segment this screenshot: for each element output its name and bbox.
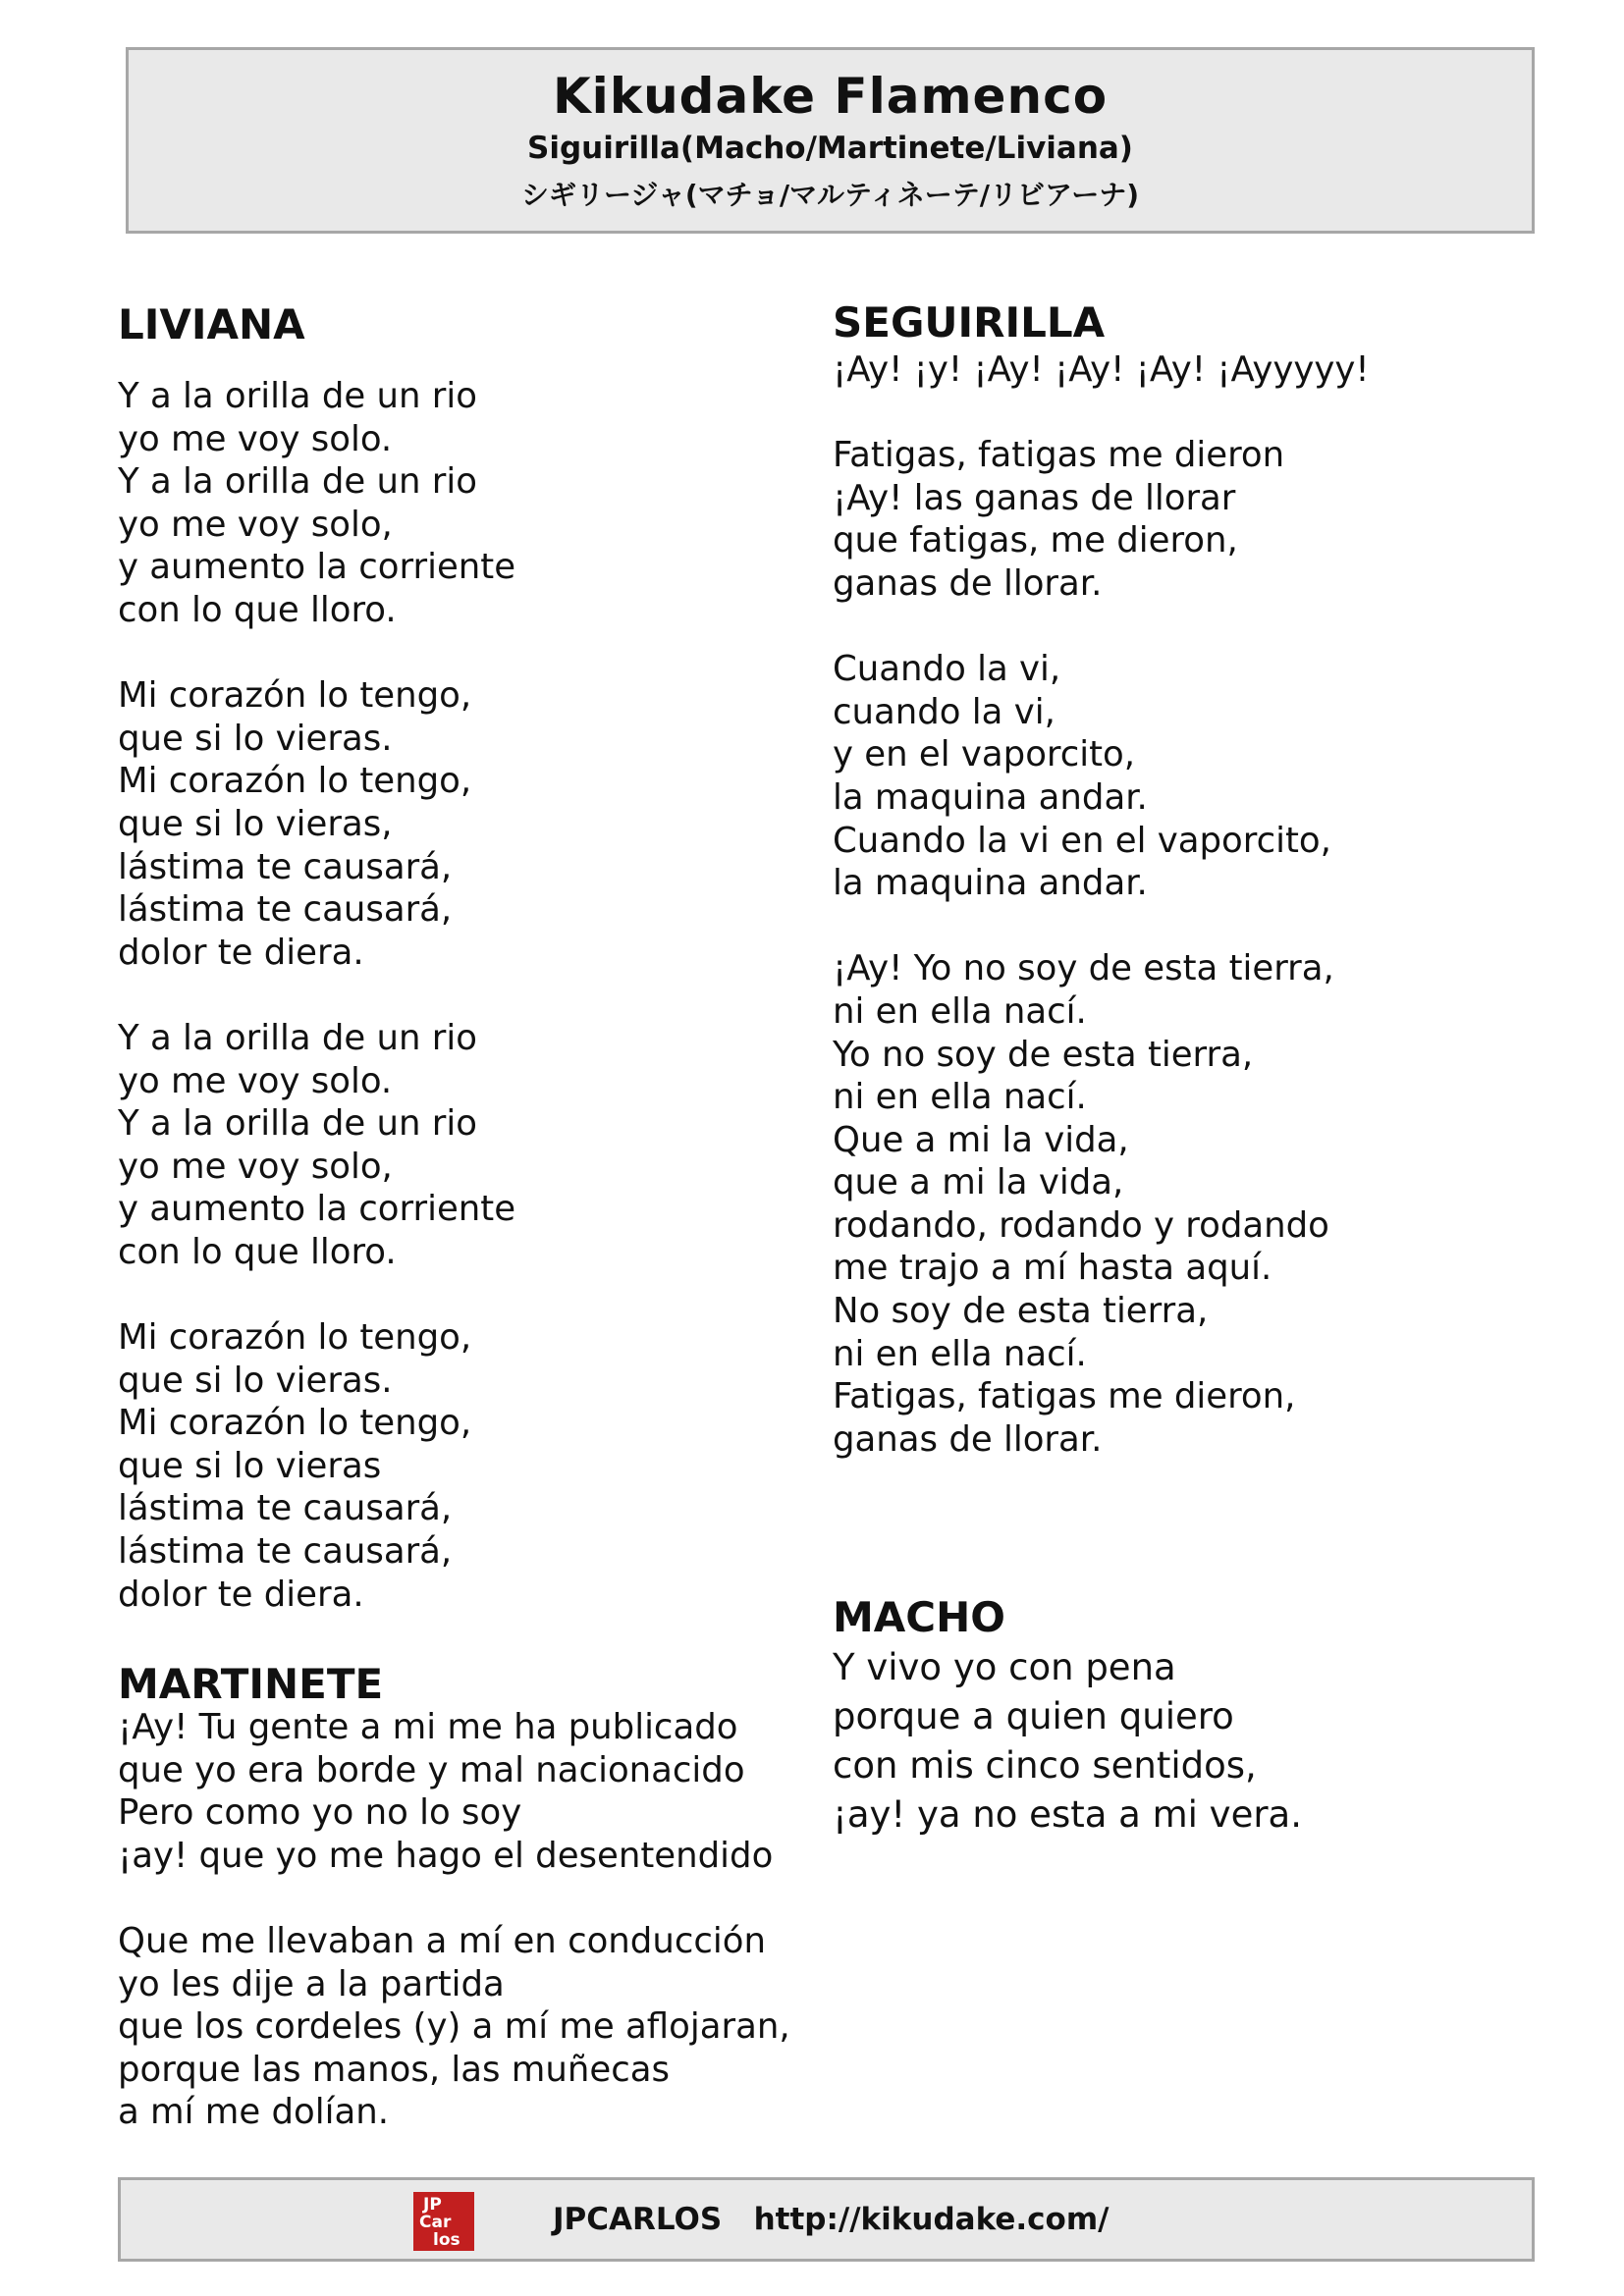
martinete-lyrics: [118, 1706, 790, 2134]
lyric-line: Mi corazón lo tengo,: [118, 675, 472, 717]
martinete-title: MARTINETE: [118, 1660, 384, 1708]
lyric-line: yo me voy solo.: [118, 418, 393, 459]
logo-mark-icon: [413, 2192, 474, 2251]
lyric-line: ni en ella nací.: [833, 1333, 1087, 1374]
stanza-break: [118, 1877, 790, 1920]
lyric-line: ganas de llorar.: [833, 562, 1103, 604]
lyric-line: ¡Ay! ¡y! ¡Ay! ¡Ay! ¡Ay! ¡Ayyyyy!: [833, 349, 1370, 390]
lyric-line: Pero como yo no lo soy: [118, 1792, 522, 1834]
lyric-line: lástima te causará,: [118, 846, 453, 887]
macho-lyrics: [833, 1643, 1302, 1840]
seguirilla-lyrics: [833, 348, 1370, 1461]
page-subtitle: Siguirilla(Macho/Martinete/Liviana): [527, 131, 1133, 166]
stanza-break: [833, 392, 1370, 435]
lyric-line: yo me voy solo,: [118, 504, 393, 545]
lyric-line: Mi corazón lo tengo,: [118, 1317, 472, 1359]
lyric-line: Y a la orilla de un rio: [118, 1103, 477, 1145]
seguirilla-title: SEGUIRILLA: [833, 298, 1106, 347]
lyric-line: dolor te diera.: [118, 932, 364, 973]
footer-url-link[interactable]: http://kikudake.com/: [753, 2202, 1110, 2237]
lyric-line: rodando, rodando y rodando: [833, 1204, 1329, 1246]
lyric-line: con lo que lloro.: [118, 1231, 397, 1272]
stanza-break: [118, 1273, 515, 1316]
lyric-line: lástima te causará,: [118, 1488, 453, 1529]
lyric-line: Yo no soy de esta tierra,: [833, 1034, 1254, 1075]
lyric-line: Que a mi la vida,: [833, 1119, 1129, 1160]
lyric-line: porque las manos, las muñecas: [118, 2049, 670, 2090]
lyric-line: que si lo vieras,: [118, 803, 393, 844]
stanza-break: [118, 632, 515, 675]
lyric-line: Mi corazón lo tengo,: [118, 761, 472, 802]
stanza-break: [833, 606, 1370, 649]
lyric-line: No soy de esta tierra,: [833, 1291, 1209, 1332]
svg-text:JP: JP: [423, 2195, 442, 2215]
lyric-line: Y a la orilla de un rio: [118, 461, 477, 503]
svg-text:los: los: [433, 2230, 460, 2250]
lyric-line: lástima te causará,: [118, 1531, 453, 1573]
lyric-line: ganas de llorar.: [833, 1418, 1103, 1460]
footer-panel: [118, 2177, 1535, 2262]
lyric-line: Fatigas, fatigas me dieron,: [833, 1376, 1296, 1417]
lyric-line: dolor te diera.: [118, 1574, 364, 1615]
lyric-line: Y a la orilla de un rio: [118, 1017, 477, 1058]
macho-title: MACHO: [833, 1593, 1005, 1641]
lyric-line: que yo era borde y mal nacionacido: [118, 1749, 745, 1790]
header-panel: [126, 47, 1535, 234]
lyric-line: que a mi la vida,: [833, 1162, 1124, 1203]
lyric-line: ¡Ay! Tu gente a mi me ha publicado: [118, 1707, 738, 1747]
liviana-title: LIVIANA: [118, 300, 305, 348]
lyric-line: y aumento la corriente: [118, 547, 516, 588]
lyric-line: cuando la vi,: [833, 691, 1056, 732]
lyric-line: ni en ella nací.: [833, 990, 1087, 1032]
lyric-line: Fatigas, fatigas me dieron: [833, 435, 1285, 476]
lyric-line: ni en ella nací.: [833, 1077, 1087, 1118]
lyric-line: a mí me dolían.: [118, 2092, 389, 2133]
lyric-line: que si lo vieras: [118, 1445, 382, 1486]
lyric-line: que los cordeles (y) a mí me aflojaran,: [118, 2006, 790, 2048]
lyric-line: con mis cinco sentidos,: [833, 1744, 1257, 1787]
lyric-line: Cuando la vi,: [833, 649, 1061, 690]
lyric-line: la maquina andar.: [833, 863, 1148, 904]
lyric-line: Y a la orilla de un rio: [118, 376, 477, 416]
footer-brand: JPCARLOS: [553, 2202, 723, 2237]
lyric-line: Que me llevaban a mí en conducción: [118, 1920, 766, 1961]
lyric-line: Y vivo yo con pena: [833, 1646, 1176, 1688]
lyric-line: me trajo a mí hasta aquí.: [833, 1248, 1272, 1289]
lyric-line: yo me voy solo,: [118, 1146, 393, 1187]
lyric-line: ¡ay! ya no esta a mi vera.: [833, 1793, 1302, 1836]
lyric-line: ¡ay! que yo me hago el desentendido: [118, 1835, 774, 1876]
lyric-line: y aumento la corriente: [118, 1189, 516, 1230]
footer-credit: [553, 2202, 1109, 2237]
lyric-line: la maquina andar.: [833, 776, 1148, 818]
page-subtitle-japanese: シギリージャ(マチョ/マルティネーテ/リビアーナ): [520, 179, 1139, 211]
stanza-break: [833, 905, 1370, 948]
lyric-line: con lo que lloro.: [118, 589, 397, 630]
lyric-line: Cuando la vi en el vaporcito,: [833, 820, 1331, 861]
lyric-line: lástima te causará,: [118, 889, 453, 931]
lyric-line: que fatigas, me dieron,: [833, 520, 1238, 561]
lyric-line: que si lo vieras.: [118, 1360, 393, 1401]
lyric-line: porque a quien quiero: [833, 1695, 1234, 1737]
stanza-break: [118, 974, 515, 1017]
lyric-line: que si lo vieras.: [118, 718, 393, 759]
lyric-line: y en el vaporcito,: [833, 734, 1136, 775]
jpcarlos-logo: [413, 2192, 474, 2251]
lyric-line: ¡Ay! Yo no soy de esta tierra,: [833, 948, 1334, 989]
page-title: Kikudake Flamenco: [552, 68, 1109, 125]
lyric-line: Mi corazón lo tengo,: [118, 1403, 472, 1444]
lyric-line: ¡Ay! las ganas de llorar: [833, 477, 1236, 518]
lyric-line: yo les dije a la partida: [118, 1963, 505, 2004]
liviana-lyrics: [118, 375, 515, 1616]
svg-text:Car: Car: [419, 2213, 452, 2232]
lyric-line: yo me voy solo.: [118, 1060, 393, 1101]
